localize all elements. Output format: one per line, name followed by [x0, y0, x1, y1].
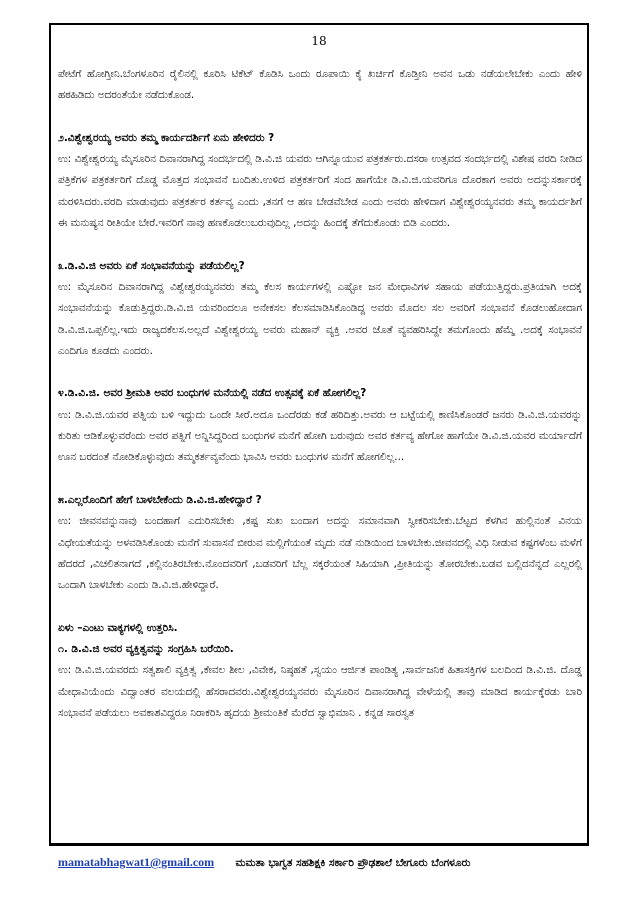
paragraph-spacer	[58, 596, 582, 617]
answer-long-1: ಉ: ಡಿ.ವಿ.ಜಿ.ಯವರದು ಸತ್ವಶಾಲಿ ವ್ಯಕ್ತಿತ್ವ ,ಕೇವಲ ಶೀಲ ,ವಿವೇಕ, ನಿಷ್ಠಹತೆ ,ಸ್ವಯಂ ಆರ್ಜಿತ ಪಾಂಡಿತ್ಯ ,ಸಾರ್ವಜನಿಕ ಹಿತಾಸಕ್ತಿಗಳ ಬಲದಿಂದ ಡಿ.ವಿ.ಜಿ. ದೊಡ್ಡ ಮೇಧಾವಿಯೆಂದು ವಿದ್ವಾಂತರ ವಲಯದಲ್ಲಿ ಹೆಸರಾದವರು.ವಿಶ್ವೇಶ್ವರಯ್ಯನವರು ಮೈಸೂರಿನ ದಿವಾನರಾಗಿದ್ದ ವೇಳೆಯಲ್ಲಿ ತಾವು ಮಾಡಿದ ಕಾರ್ಯಕ್ಕೆರಡು ಬಾರಿ ಸಂಭಾವನೆ ಪಡೆಯಲು ಅವಕಾಶವಿದ್ದರೂ ನಿರಾಕರಿಸಿ ಹೃದಯ ಶ್ರೀಮಂತಿಕೆ ಮೆರೆದ ಸ್ವಾಭಿಮಾನಿ . ಕನ್ನಡ ಸಾರಸ್ವತ	[58, 664, 582, 719]
document-body	[58, 64, 582, 724]
answer-3: ಉ: ಮೈಸೂರಿನ ದಿವಾನರಾಗಿದ್ದ ವಿಶ್ವೇಶ್ವರಯ್ಯನವರು ತಮ್ಮ ಕೆಲಸ ಕಾರ್ಯಗಳಲ್ಲಿ ಎಷ್ಟೋ ಜನ ಮೇಧಾವಿಗಳ ಸಹಾಯ ಪಡೆಯುತ್ತಿದ್ದರು.ಪ್ರತಿಯಾಗಿ ಅದಕ್ಕೆ ಸಂಭಾವನೆಯನ್ನು ಕೊಡುತ್ತಿದ್ದರು.ಡಿ.ವಿ.ಜಿ ಯವರಿಂದಲೂ ಅನೇಕಸಲ ಕೆಲಸಮಾಡಿಸಿಕೊಂಡಿದ್ದ ಅವರು ಮೊದಲ ಸಲ ಅವರಿಗೆ ಸಂಭಾವನೆ ಕೊಡಲುಹೋದಾಗ ಡಿ.ವಿ.ಜಿ.ಒಪ್ಪಲಿಲ್ಲ.ಇದು ರಾಜ್ಯದಕೆಲಸ.ಅಲ್ಲದೆ ವಿಶ್ವೇಶ್ವರಯ್ಯ ಅವರು ಮಹಾನ್ ವ್ಯಕ್ತಿ .ಅವರ ಜೊತೆ ವ್ಯವಹರಿಸಿದ್ದೇ ತಮಗೊಂದು ಹೆಮ್ಮೆ .ಅದಕ್ಕೆ ಸಂಭಾವನೆ ಎಂದಿಗೂ ಕೂಡದು ಎಂದರು.	[58, 280, 582, 357]
answer-5: ಉ: ಜೀವನವನ್ನುನಾವು ಬಂದಹಾಗೆ ಎದುರಿಸಬೇಕು ,ಕಷ್ಟ ಸುಖ ಬಂದಾಗ ಅದನ್ನು ಸಮಾನವಾಗಿ ಸ್ವೀಕರಿಸಬೇಕು.ಬೆಟ್ಟದ ಕೆಳಗಿನ ಹುಲ್ಲಿನಂತೆ ವಿನಯ ವಿಧೇಯತೆಯನ್ನು ಅಳವಡಿಸಿಕೊಂಡು ಮನೆಗೆ ಸುವಾಸನೆ ಬೀರುವ ಮಲ್ಲಿಗೆಯಂತೆ ಮೃದು ನಡೆ ನುಡಿಯಿಂದ ಬಾಳಬೇಕು.ಜೀವನದಲ್ಲಿ ವಿಧಿ ನೀಡುವ ಕಷ್ಟಗಳೆಂಬ ಮಳೆಗೆ ಹೆದರದೆ ,ವಿಚಲಿತನಾಗದೆ ,ಕಲ್ಲಿನಂತಿರಬೇಕು.ನೊಂದವರಿಗೆ ,ಬಡವರಿಗೆ ಬೆಲ್ಲ ಸಕ್ಕರೆಯಂತೆ ಸಿಹಿಯಾಗಿ ,ಪ್ರೀತಿಯನ್ನು ತೋರಬೇಕು.ಬಡವ ಬಲ್ಲಿದನೆನ್ನದೆ ಎಲ್ಲರಲ್ಲಿ ಒಂದಾಗಿ ಬಾಳಬೇಕು ಎಂದು ಡಿ.ವಿ.ಜಿ.ಹೇಳಿದ್ದಾರೆ.	[58, 515, 582, 592]
author-email-link[interactable]: mamatabhagwat1@gmail.com	[58, 855, 215, 869]
question-2: ೨.ವಿಶ್ವೇಶ್ವರಯ್ಯ ಅವರು ತಮ್ಮ ಕಾರ್ಯದರ್ಶಿಗೆ ಏನು ಹೇಳಿದರು ?	[58, 131, 275, 144]
question-3: ೩.ಡಿ.ವಿ.ಜಿ ಅವರು ಏಕೆ ಸಂಭಾವನೆಯನ್ನು ಪಡೆಯಲಿಲ್ಲ?	[58, 259, 245, 272]
answer-2: ಉ: ವಿಶ್ವೇಶ್ವರಯ್ಯ ಮೈಸೂರಿನ ದಿವಾನರಾಗಿದ್ದ ಸಂದರ್ಭದಲ್ಲಿ ಡಿ.ವಿ.ಜಿ ಯವರು ಆಗಿನ್ನೂಯುವ ಪತ್ರಕರ್ತರು.ದಸರಾ ಉತ್ಸವದ ಸಂದರ್ಭದಲ್ಲಿ ವಿಶೇಷ ವರದಿ ನೀಡಿದ ಪತ್ರಿಕೆಗಳ ಪತ್ರಕರ್ತರಿಗೆ ದೊಡ್ಡ ಮೊತ್ತದ ಸಂಭಾವನೆ ಬಂದಿತು.ಉಳಿದ ಪತ್ರಕರ್ತರಿಗೆ ಸಂದ ಹಾಗೆಯೇ ಡಿ.ವಿ.ಜಿ.ಯವರಿಗೂ ದೊರಕಾಗ ಅವರು ಅದನ್ನುಸರ್ಕಾರಕ್ಕೆ ಮರಳಿಸಿದರು.ವರದಿ ಮಾಡುವುದು ಪತ್ರಕರ್ತರ ಕರ್ತವ್ಯ ಎಂದು ,ತನಗೆ ಆ ಹಣ ಬೇಡವೆಬೇಡ ಎಂದು ಅವರು ಹೇಳಿದಾಗ ವಿಶ್ವೇಶ್ವರಯ್ಯನವರು ತಮ್ಮ ಕಾಯರ್ದಶಿಗೆ ಈ ಮನುಷ್ಯನ ರೀತಿಯೇ ಬೇರೆ.ಇವರಿಗೆ ನಾವು ಹಣಕೊಡಲುಬರುವುದಿಲ್ಲ ,ಅದನ್ನು ಹಿಂದಕ್ಕೆ ತೆಗೆದುಕೊಂಡು ಬಿಡಿ ಎಂದರು.	[58, 153, 582, 230]
author-organization: ಮಮತಾ ಭಾಗ್ವತ ಸಹಶಿಕ್ಷಕಿ ಸರ್ಕಾರಿ ಪ್ರೌಢಶಾಲೆ ಬೇಗೂರು ಬೆಂಗಳೂರು	[235, 857, 471, 869]
answer-4: ಉ: ಡಿ.ವಿ.ಜಿ.ಯವರ ಪತ್ನಿಯ ಬಳಿ ಇದ್ದುದು ಒಂದೇ ಸೀರೆ.ಅದೂ ಒಂದೆರಡು ಕಡೆ ಹರಿದಿತ್ತು.ಅವರು ಆ ಬಟ್ಟೆಯಲ್ಲಿ ಕಾಣಿಸಿಕೊಂಡರೆ ಜನರು ಡಿ.ವಿ.ಜಿ.ಯವರನ್ನು ಕುರಿತು ಆಡಿಕೊಳ್ಳುವರೆಂದು ಅವರ ಪತ್ನಿಗೆ ಅನ್ನಿಸಿದ್ದರಿಂದ ಬಂಧುಗಳ ಮನೆಗೆ ಹೋಗಿ ಬರುವುದು ಅವರ ಕರ್ತವ್ಯ ಹೇಗೋ ಹಾಗೆಯೇ ಡಿ.ವಿ.ಜಿ.ಯವರ ಮರ್ಯಾದೆಗೆ ಊನ ಬರದಂತೆ ನೋಡಿಕೊಳ್ಳುವುದು ತಮ್ಮಕರ್ತವ್ಯವೆಂದು ಭಾವಿಸಿ ಅವರು ಬಂಧುಗಳ ಮನೆಗೆ ಹೋಗಲಿಲ್ಲ...	[58, 408, 582, 464]
question-4: ೪.ಡಿ.ವಿ.ಜಿ. ಅವರ ಶ್ರೀಮತಿ ಅವರ ಬಂಧುಗಳ ಮನೆಯಲ್ಲಿ ನಡೆದ ಉತ್ಸವಕ್ಕೆ ಏಕೆ ಹೋಗಲಿಲ್ಲ?	[58, 387, 367, 400]
footer-divider	[49, 845, 589, 846]
question-5: ೫.ಎಲ್ಲರೊಂದಿಗೆ ಹೇಗೆ ಬಾಳಬೇಕೆಂದು ಡಿ.ವಿ.ಜಿ.ಹೇಳಿದ್ದಾರೆ ?	[58, 493, 262, 506]
paragraph-spacer	[58, 469, 582, 490]
section-heading: ಏಳು –ಎಂಟು ವಾಕ್ಯಗಳಲ್ಲಿ ಉತ್ತರಿಸಿ.	[58, 621, 178, 634]
page-number: 18	[311, 34, 327, 48]
paragraph-spacer	[58, 362, 582, 383]
paragraph-continuation: ಪೇಟೆಗೆ ಹೋಗ್ತೀನಿ.ಬೆಂಗಳೂರಿನ ರೈಲಿನಲ್ಲಿ ಕೂರಿಸಿ ಟಿಕೆಟ್ ಕೊಡಿಸಿ ಒಂದು ರೂಪಾಯಿ ಕೈ ಖರ್ಚಿಗೆ ಕೊಡ್ತೀನಿ ಅವನ ಒಡು ನಡೆಯಲೇಬೇಕು ಎಂದು ಹೇಳಿ ಹಠಹಿಡಿದು ಅದರಂತೆಯೇ ನಡೆದುಕೊಂಡ.	[58, 68, 582, 102]
footer	[58, 855, 582, 870]
question-long-1: ೧. ಡಿ.ವಿ.ಜಿ ಅವರ ವ್ಯಕ್ತಿತ್ವವನ್ನು ಸಂಗ್ರಹಿಸಿ ಬರೆಯಿರಿ.	[58, 643, 234, 656]
paragraph-spacer	[58, 234, 582, 255]
paragraph-spacer	[58, 107, 582, 128]
